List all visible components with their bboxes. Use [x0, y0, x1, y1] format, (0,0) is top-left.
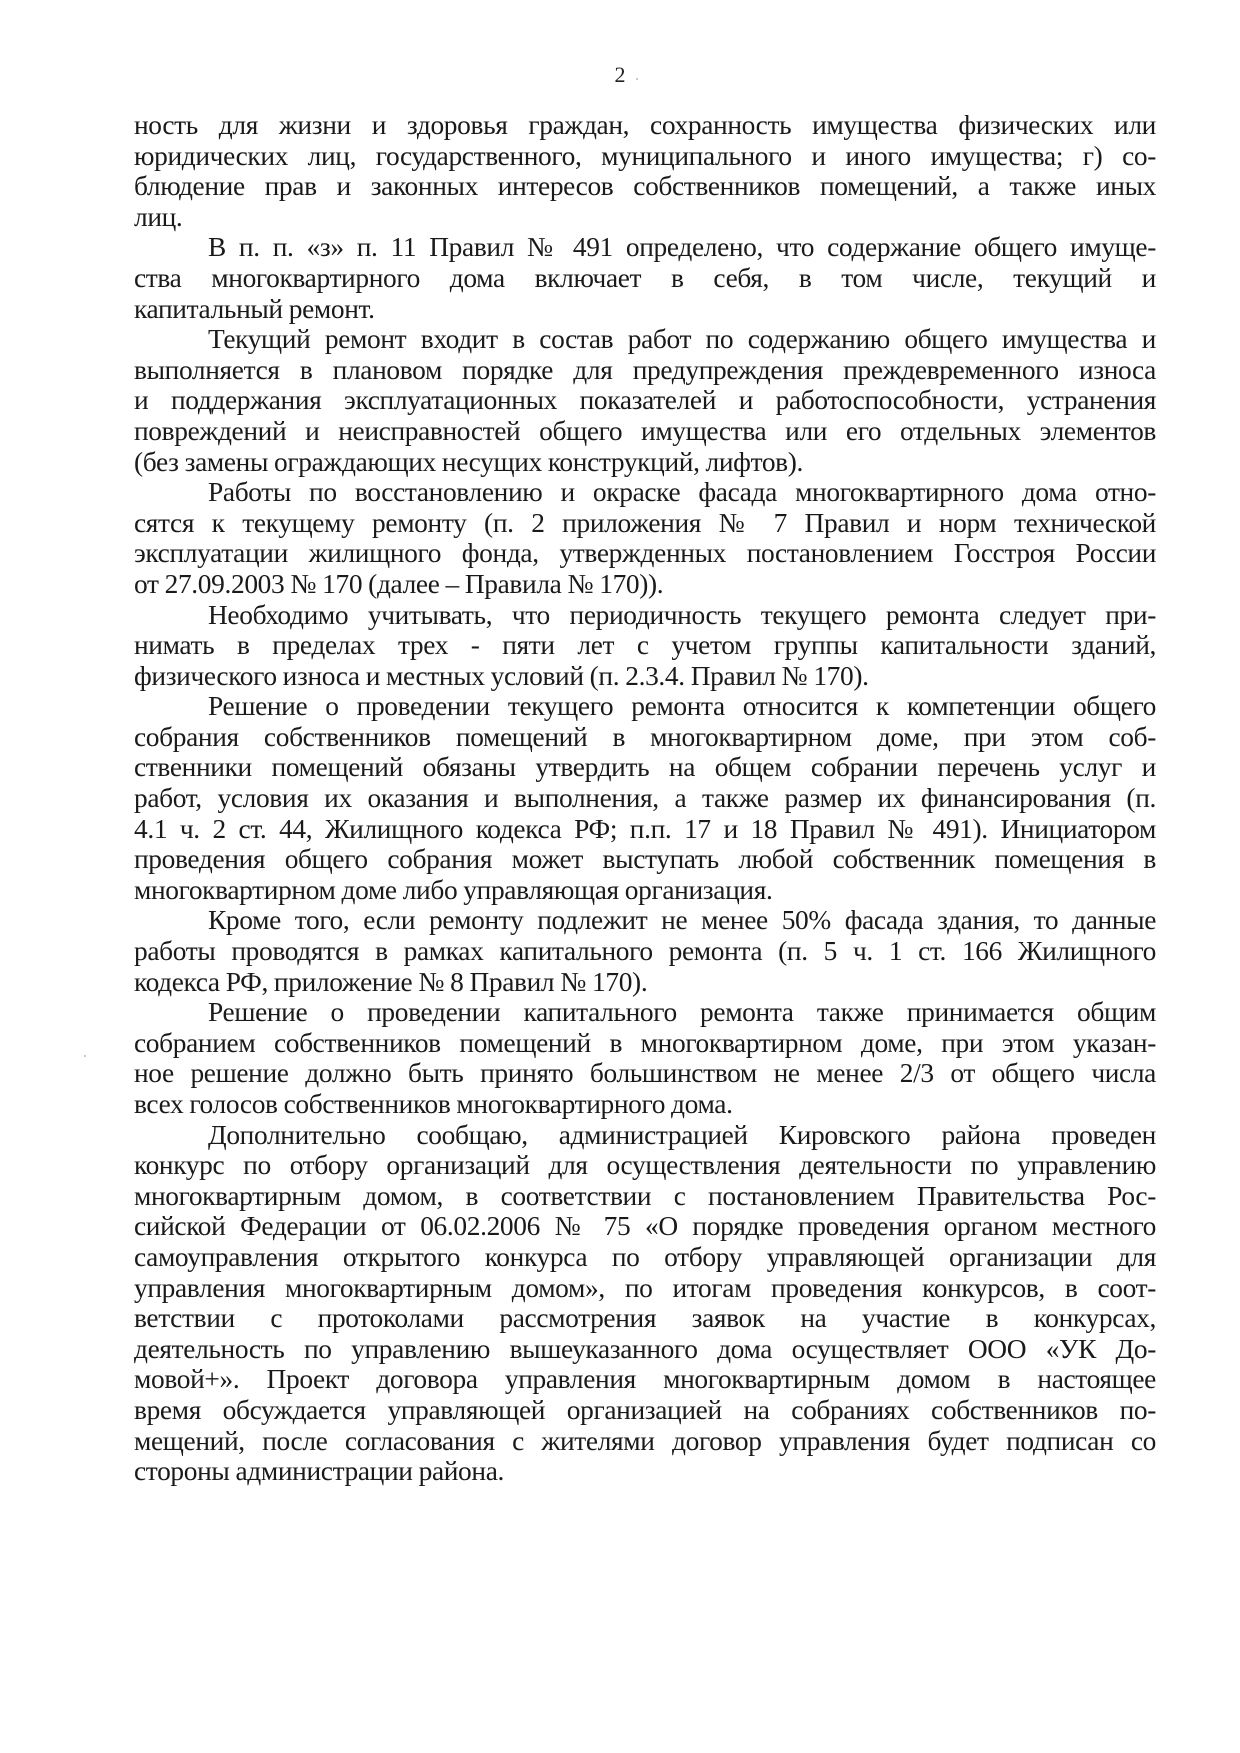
text-line: 4.1 ч. 2 ст. 44, Жилищного кодекса РФ; п.п. 17 и 18 Правил № 491). Инициатором — [134, 813, 1156, 844]
text-line: и поддержания эксплуатационных показателей и работоспособности, устранения — [134, 385, 1156, 416]
paragraph — [134, 232, 1156, 324]
text-line: Работы по восстановлению и окраске фасада многоквартирного дома отно- — [208, 477, 1156, 508]
text-line: Текущий ремонт входит в состав работ по содержанию общего имущества и — [208, 324, 1156, 355]
text-line: многоквартирном доме либо управляющая организация. — [134, 874, 773, 905]
text-line: время обсуждается управляющей организацией на собраниях собственников по- — [134, 1394, 1156, 1425]
text-line: Решение о проведении текущего ремонта относится к компетенции общего — [208, 691, 1156, 722]
text-line: собранием собственников помещений в многоквартирном доме, при этом указан- — [134, 1027, 1156, 1058]
text-line: ность для жизни и здоровья граждан, сохранность имущества физических или — [134, 110, 1156, 140]
text-line: капитальный ремонт. — [134, 293, 375, 324]
text-line: мовой+». Проект договора управления многоквартирным домом в настоящее — [134, 1364, 1156, 1395]
paragraph — [134, 600, 1156, 692]
paragraph — [134, 905, 1156, 997]
text-line: сийской Федерации от 06.02.2006 № 75 «О порядке проведения органом местного — [134, 1211, 1156, 1242]
text-line: управления многоквартирным домом», по итогам проведения конкурсов, в соот- — [134, 1272, 1156, 1303]
text-line: ственники помещений обязаны утвердить на общем собрании перечень услуг и — [134, 752, 1156, 783]
document-body — [134, 110, 1156, 1487]
text-line: собрания собственников помещений в многоквартирном доме, при этом соб- — [134, 721, 1156, 752]
text-line: ветствии с протоколами рассмотрения заявок на участие в конкурсах, — [134, 1303, 1156, 1334]
text-line: блюдение прав и законных интересов собственников помещений, а также иных — [134, 171, 1156, 202]
text-line: юридических лиц, государственного, муниципального и иного имущества; г) со- — [134, 140, 1156, 171]
text-line: выполняется в плановом порядке для предупреждения преждевременного износа — [134, 354, 1156, 385]
page-number: 2 — [614, 62, 626, 87]
text-line: деятельность по управлению вышеуказанного дома осуществляет ООО «УК До- — [134, 1333, 1156, 1364]
text-line: эксплуатации жилищного фонда, утвержденных постановлением Госстроя России — [134, 538, 1156, 569]
text-line: В п. п. «з» п. 11 Правил № 491 определено, что содержание общего имуще- — [208, 232, 1156, 263]
text-line: работы проводятся в рамках капитального ремонта (п. 5 ч. 1 ст. 166 Жилищного — [134, 936, 1156, 967]
text-line: мещений, после согласования с жителями договор управления будет подписан со — [134, 1425, 1156, 1456]
paragraph — [134, 997, 1156, 1119]
text-line: проведения общего собрания может выступать любой собственник помещения в — [134, 844, 1156, 875]
paragraph — [134, 1120, 1156, 1487]
text-line: Необходимо учитывать, что периодичность текущего ремонта следует при- — [208, 599, 1156, 630]
text-line: от 27.09.2003 № 170 (далее – Правила № 170)). — [134, 568, 664, 599]
paragraph — [134, 691, 1156, 905]
text-line: Решение о проведении капитального ремонта также принимается общим — [208, 997, 1156, 1028]
scan-speck — [84, 1055, 86, 1057]
paragraph — [134, 324, 1156, 477]
text-line: физического износа и местных условий (п. 2.3.4. Правил № 170). — [134, 660, 869, 691]
text-line: (без замены ограждающих несущих конструкций, лифтов). — [134, 446, 804, 477]
text-line: многоквартирным домом, в соответствии с постановлением Правительства Рос- — [134, 1180, 1156, 1211]
text-line: самоуправления открытого конкурса по отбору управляющей организации для — [134, 1241, 1156, 1272]
text-line: работ, условия их оказания и выполнения, а также размер их финансирования (п. — [134, 783, 1156, 814]
text-line: ное решение должно быть принято большинством не менее 2/3 от общего числа — [134, 1058, 1156, 1089]
text-line: кодекса РФ, приложение № 8 Правил № 170). — [134, 966, 648, 997]
text-line: повреждений и неисправностей общего имущества или его отдельных элементов — [134, 415, 1156, 446]
text-line: Кроме того, если ремонту подлежит не менее 50% фасада здания, то данные — [208, 905, 1156, 936]
text-line: всех голосов собственников многоквартирного дома. — [134, 1089, 733, 1119]
text-line: ства многоквартирного дома включает в себя, в том числе, текущий и — [134, 262, 1156, 293]
text-line: лиц. — [134, 201, 183, 232]
text-line: сятся к текущему ремонту (п. 2 приложения № 7 Правил и норм технической — [134, 507, 1156, 538]
text-line: нимать в пределах трех - пяти лет с учетом группы капитальности зданий, — [134, 630, 1156, 661]
text-line: Дополнительно сообщаю, администрацией Кировского района проведен — [208, 1119, 1156, 1150]
paragraph — [134, 110, 1156, 232]
text-line: стороны администрации района. — [134, 1456, 505, 1487]
paragraph — [134, 477, 1156, 599]
scan-speck — [636, 78, 638, 80]
text-line: конкурс по отбору организаций для осуществления деятельности по управлению — [134, 1150, 1156, 1181]
